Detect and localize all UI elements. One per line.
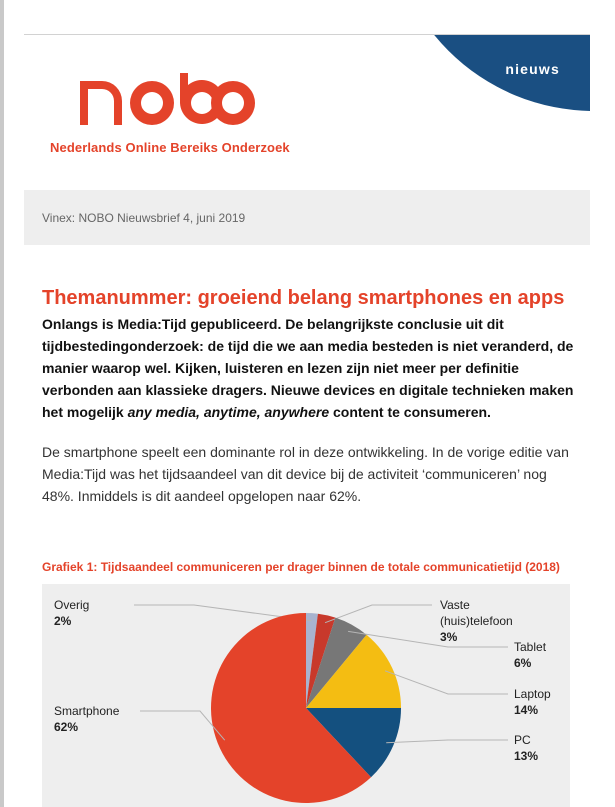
- slice-label-value: 13%: [514, 749, 539, 763]
- slice-label-name: Vaste: [440, 598, 470, 612]
- slice-label-name: (huis)telefoon: [440, 614, 513, 628]
- slice-label: [514, 732, 538, 764]
- slice-label: [514, 639, 546, 671]
- article-paragraph: De smartphone speelt een dominante rol in deze ontwikkeling. In de vorige editie van Media:Tijd was het tijdsaandeel van dit device bij de activiteit ‘communiceren’ nog 48%. Inmiddels is dit aandeel opgelopen naar 62%.: [42, 444, 569, 504]
- pie-chart: [42, 584, 570, 807]
- lead-emphasis: any media, anytime, anywhere: [127, 404, 330, 420]
- leader-line: [386, 740, 508, 743]
- slice-label-name: PC: [514, 733, 531, 747]
- slice-label-name: Laptop: [514, 687, 551, 701]
- slice-label-value: 3%: [440, 630, 458, 644]
- lead-text-2: content te consumeren.: [329, 404, 491, 420]
- nieuws-badge: nieuws: [505, 61, 560, 77]
- lead-text-1: Onlangs is Media:Tijd gepubliceerd. De belangrijkste conclusie uit dit tijdbestedingonderzoek: de tijd die we aan media besteden is niet veranderd, de manier waarop wel. Kijken, luisteren en lezen zijn niet meer per definitie verbonden aan klassieke dragers. Nieuwe devices en digitale technieken maken het mogelijk: [42, 316, 574, 420]
- article: [42, 286, 580, 507]
- slice-label-value: 14%: [514, 703, 539, 717]
- slice-label: [440, 597, 513, 645]
- slice-label: [514, 686, 551, 718]
- slice-label-value: 6%: [514, 656, 532, 670]
- left-border: [0, 0, 4, 807]
- slice-label-name: Smartphone: [54, 704, 120, 718]
- article-headline: Themanummer: groeiend belang smartphones en apps: [42, 287, 565, 309]
- chart-title: Grafiek 1: Tijdsaandeel communiceren per drager binnen de totale communicatietijd (2018): [42, 560, 560, 574]
- slice-label-name: Overig: [54, 598, 90, 612]
- issue-info-band: [24, 190, 590, 245]
- logo-o-2: [211, 81, 255, 125]
- newsletter-header: [24, 35, 590, 190]
- logo-o-1: [130, 81, 174, 125]
- leader-line: [385, 671, 508, 694]
- slice-label: [54, 597, 89, 629]
- logo-n: [80, 81, 122, 125]
- slice-label-value: 2%: [54, 614, 72, 628]
- slice-label-value: 62%: [54, 720, 79, 734]
- logo-tagline: Nederlands Online Bereiks Onderzoek: [50, 140, 290, 155]
- article-lead: [42, 313, 580, 423]
- nobo-logo[interactable]: [76, 73, 256, 137]
- slice-label-name: Tablet: [514, 640, 547, 654]
- issue-info: Vinex: NOBO Nieuwsbrief 4, juni 2019: [42, 211, 246, 225]
- slice-label: [54, 703, 119, 735]
